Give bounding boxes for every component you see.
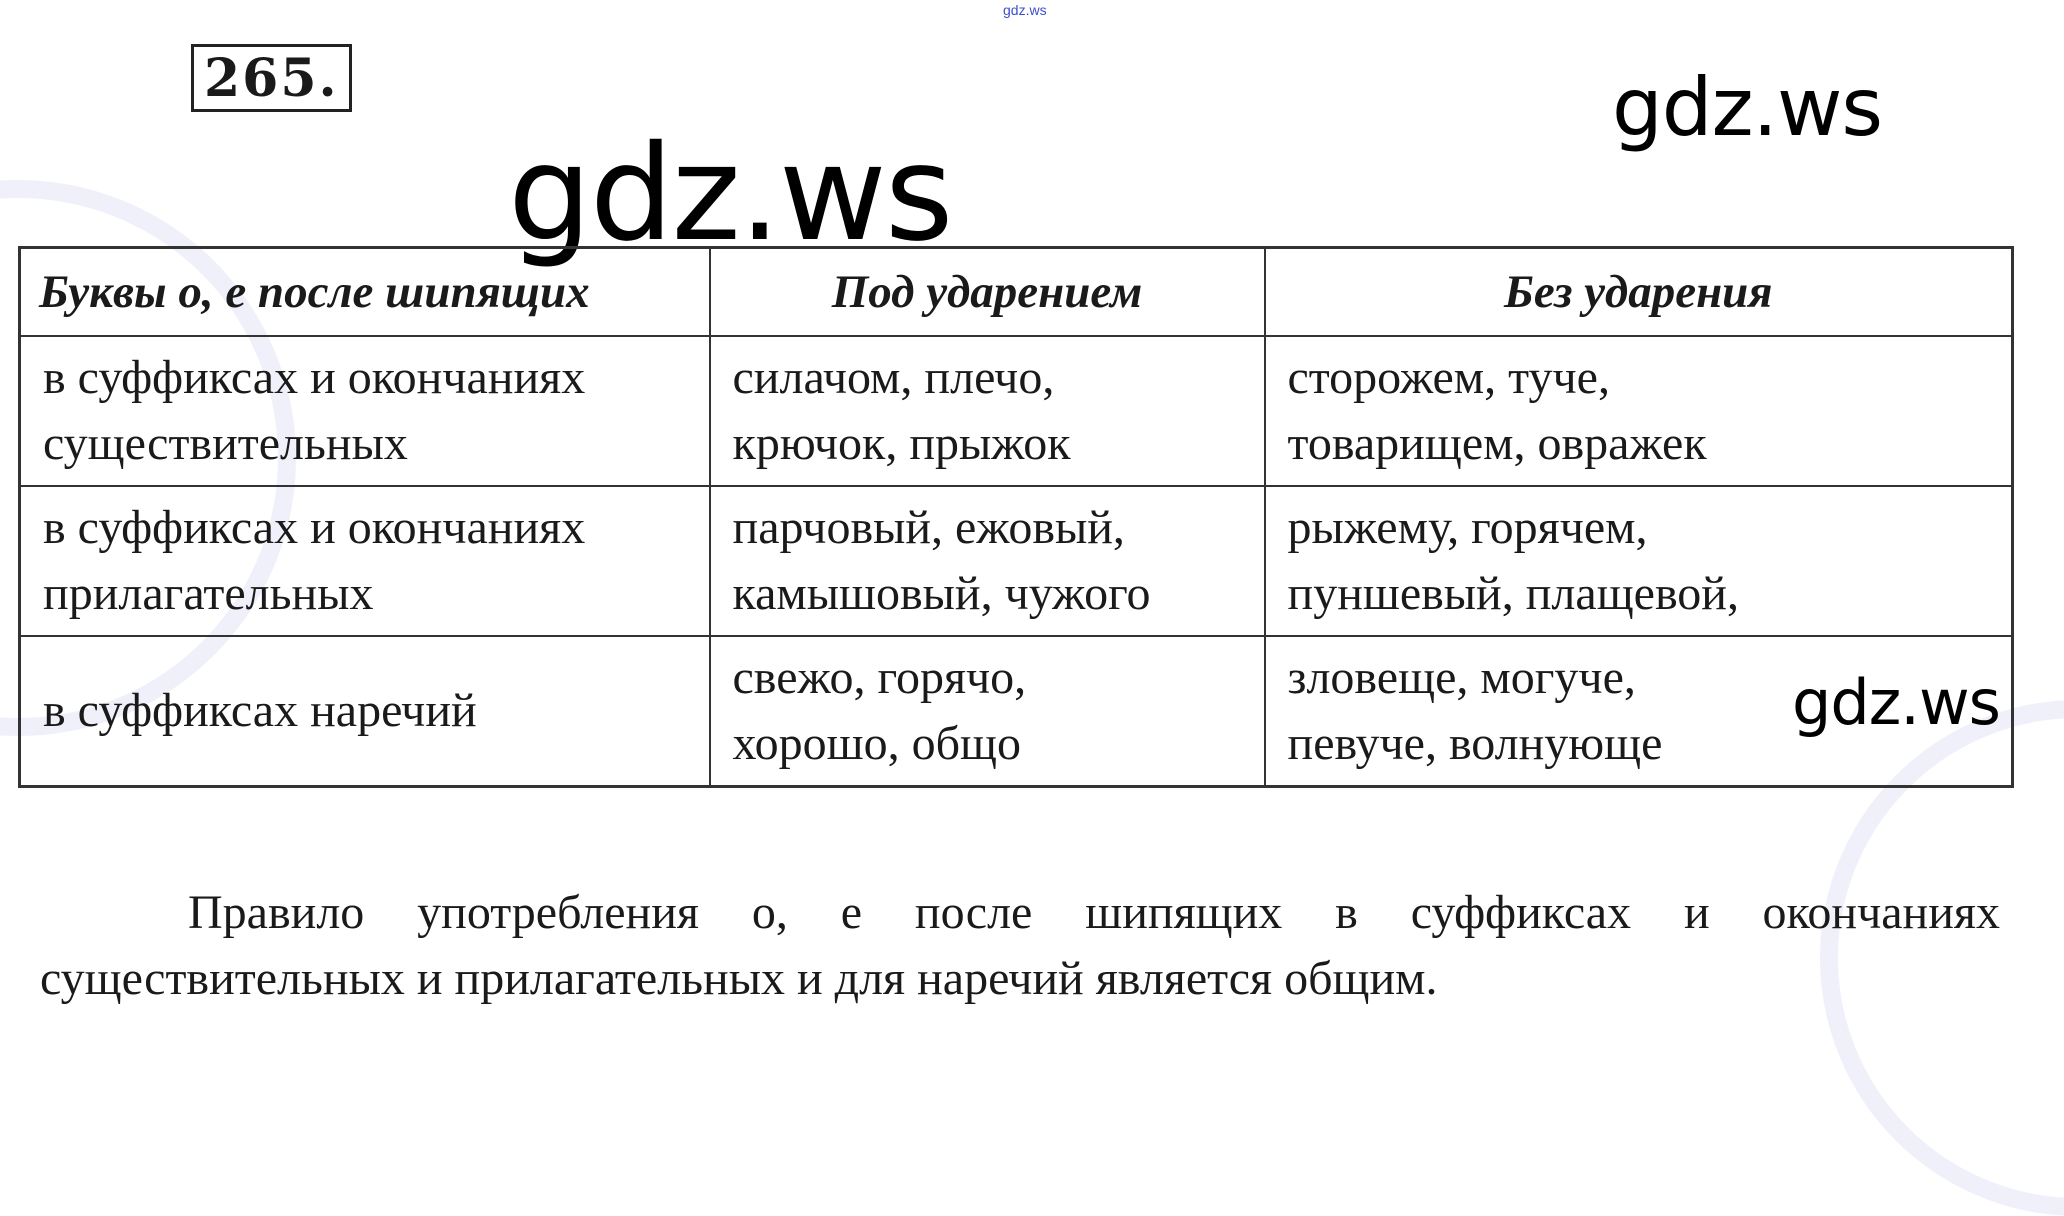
table-header-row bbox=[20, 248, 2013, 337]
watermark-large: gdz.ws bbox=[508, 117, 952, 271]
row-stressed: свежо, горячо, хорошо, общо bbox=[710, 636, 1265, 787]
watermark-top-right: gdz.ws bbox=[1612, 61, 1883, 154]
table-row bbox=[20, 486, 2013, 636]
header-unstressed: Без ударения bbox=[1265, 248, 2013, 337]
row-category: в суффиксах и окончаниях прилагательных bbox=[20, 486, 710, 636]
task-number: 265. bbox=[191, 44, 352, 112]
watermark-in-table: gdz.ws bbox=[1792, 666, 2000, 739]
watermark-small: gdz.ws bbox=[1003, 2, 1047, 18]
header-letters: Буквы о, е после шипящих bbox=[20, 248, 710, 337]
table-row bbox=[20, 636, 2013, 787]
rules-table bbox=[18, 246, 2014, 788]
row-unstressed: зловеще, могуче, певуче, волнующе bbox=[1265, 636, 2013, 787]
row-category: в суффиксах и окончаниях существительных bbox=[20, 336, 710, 486]
header-stressed: Под ударением bbox=[710, 248, 1265, 337]
row-stressed: парчовый, ежовый, камышовый, чужого bbox=[710, 486, 1265, 636]
row-unstressed: рыжему, горячем, пуншевый, плащевой, bbox=[1265, 486, 2013, 636]
row-stressed: силачом, плечо, крючок, прыжок bbox=[710, 336, 1265, 486]
row-category: в суффиксах наречий bbox=[20, 636, 710, 787]
conclusion-text: Правило употребления о, е после шипящих в суффиксах и окончаниях существительных и прилагательных и для наречий является общим. bbox=[40, 886, 2000, 1005]
table-row bbox=[20, 336, 2013, 486]
row-unstressed: сторожем, туче, товарищем, овражек bbox=[1265, 336, 2013, 486]
